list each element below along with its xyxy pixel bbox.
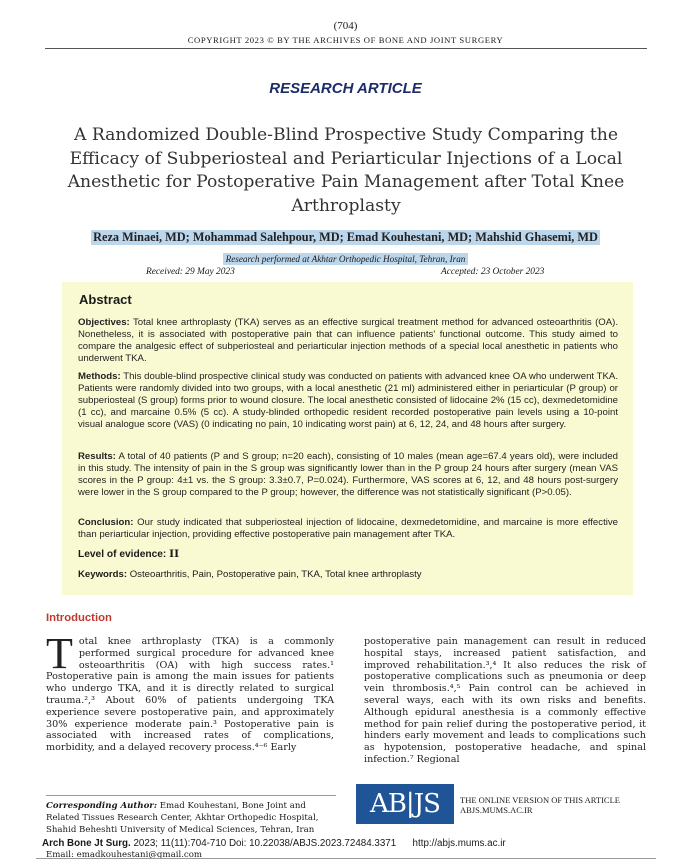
authors-container xyxy=(0,228,691,246)
affiliation-container xyxy=(0,249,691,267)
abstract-methods xyxy=(78,371,618,431)
copyright-line: COPYRIGHT 2023 © BY THE ARCHIVES OF BONE AND JOINT SURGERY xyxy=(187,35,504,45)
introduction-heading: Introduction xyxy=(46,612,112,624)
affiliation: Research performed at Akhtar Orthopedic Hospital, Tehran, Iran xyxy=(223,253,469,265)
online-version-note xyxy=(460,795,620,815)
level-value: II xyxy=(169,548,179,560)
drop-cap: T xyxy=(46,629,73,678)
abstract-results xyxy=(78,451,618,499)
footer-rule xyxy=(36,858,656,859)
header-rule xyxy=(45,48,647,49)
conclusion-text: Our study indicated that subperiosteal injection of lidocaine, dexmedetomidine, and marcaine is more effective than periarticular injection, providing effective postoperative pain management after TKA. xyxy=(78,517,618,540)
online-line-1: THE ONLINE VERSION OF THIS ARTICLE xyxy=(460,795,620,805)
keywords xyxy=(78,569,422,580)
footer-citation-text: 2023; 11(11):704-710 Doi: 10.22038/ABJS.2023.72484.3371 xyxy=(133,838,397,849)
authors: Reza Minaei, MD; Mohammad Salehpour, MD; Emad Kouhestani, MD; Mahshid Ghasemi, MD xyxy=(93,230,598,244)
abjs-logo: AB|JS xyxy=(356,784,454,824)
footer-journal: Arch Bone Jt Surg. xyxy=(42,838,131,849)
article-title: A Randomized Double-Blind Prospective Study Comparing the Efficacy of Subperiosteal and Periarticular Injections of a Local Anesthetic for Postoperative Pain Management after Total Knee Arthroplasty xyxy=(67,125,625,216)
abstract-objectives xyxy=(78,317,618,365)
abstract-box xyxy=(62,282,633,595)
introduction-left-text: otal knee arthroplasty (TKA) is a commonly performed surgical procedure for advanced knee osteoarthritis (OA) with high success rates.¹ Postoperative pain is among the main issues for patients who undergo TKA, and it is directly related to surgical trauma.²,³ About 60% of patients undergoing TKA experience severe postoperative pain, and approximately 30% experience moderate pain.³ Postoperative pain is associated with increased rates of complications, morbidity, and a delayed recovery process.⁴⁻⁶ Early xyxy=(46,636,334,754)
introduction-left-column xyxy=(46,629,334,754)
methods-text: This double-blind prospective clinical study was conducted on patients with advanced knee OA who underwent TKA. Patients were randomly divided into two groups, with a local anesthetic (21 ml) administered either in periarticular (P group) or subperiosteal (S group) forms prior to wound closure. The local anesthetic consisted of lidocaine 2% (15 cc), dexmedetomidine (1 cc), and marcaine 0.5% (5 cc). A study-blinded orthopedic resident recorded postoperative pain levels using a 10-point visual analogue score (VAS) (0 indicating no pain, 10 indicating worst pain) at 6, 12, 24, and 48 hours after surgery. xyxy=(78,371,618,430)
methods-label: Methods: xyxy=(78,371,121,382)
level-of-evidence xyxy=(78,548,179,560)
keywords-text: Osteoarthritis, Pain, Postoperative pain, TKA, Total knee arthroplasty xyxy=(129,569,422,580)
accepted-date: Accepted: 23 October 2023 xyxy=(441,267,545,277)
level-label: Level of evidence: xyxy=(78,549,167,560)
corresponding-author xyxy=(46,800,336,836)
article-type: RESEARCH ARTICLE xyxy=(269,80,422,97)
page-number: (704) xyxy=(333,20,358,32)
introduction-right-column xyxy=(364,636,646,766)
received-date: Received: 29 May 2023 xyxy=(146,267,235,277)
online-line-2: ABJS.MUMS.AC.IR xyxy=(460,805,533,815)
corresponding-label: Corresponding Author: xyxy=(46,801,158,811)
corresponding-text: Emad Kouhestani, Bone Joint and Related Tissues Research Center, Akhtar Orthopedic Hospital, Shahid Beheshti University of Medical Sciences, Tehran, Iran xyxy=(46,801,319,835)
results-label: Results: xyxy=(78,451,116,462)
footer-url-link[interactable]: http://abjs.mums.ac.ir xyxy=(412,838,506,849)
abstract-heading: Abstract xyxy=(79,292,132,307)
abstract-conclusion xyxy=(78,517,618,541)
objectives-text: Total knee arthroplasty (TKA) serves as an effective surgical treatment method for advanced osteoarthritis (OA). Nonetheless, it is associated with postoperative pain that can influence patients' functional outcome. This study aimed to compare the analgesic effect of subperiosteal and periarticular injection methods of a special local anesthetic in patients who underwent TKA. xyxy=(78,317,618,364)
corresponding-email: Email: emadkouhestani@gmail.com xyxy=(46,850,203,860)
keywords-label: Keywords: xyxy=(78,569,128,580)
objectives-label: Objectives: xyxy=(78,317,130,328)
conclusion-label: Conclusion: xyxy=(78,517,134,528)
corresponding-rule xyxy=(46,795,336,796)
introduction-right-text: postoperative pain management can result in reduced hospital stays, increased patient satisfaction, and improved rehabilitation.³,⁴ It also reduces the risk of postoperative complications such as pneumonia or deep vein thrombosis.⁴,⁵ Pain control can be achieved in several ways, each with its own risks and benefits. Although epidural anesthesia is a commonly effective method for pain relief during the postoperative period, it hinders early movement and leads to complications such as hypotension, postoperative headache, and spinal infection.⁷ Regional xyxy=(364,636,646,765)
footer-citation xyxy=(42,838,506,849)
results-text: A total of 40 patients (P and S group; n=20 each), consisting of 10 males (mean age=67.4 years old), were included in this study. The intensity of pain in the S group was significantly lower than in the P group 24 hours after surgery (mean VAS scores in the P group: 4±1 vs. the S group: 3.3±0.7, P=0.024). Furthermore, VAS scores at 6, 12, and 48 hours post-surgery were lower in the S group compared to the P group; however, the difference was not statistically significant (P>0.05). xyxy=(78,451,618,498)
